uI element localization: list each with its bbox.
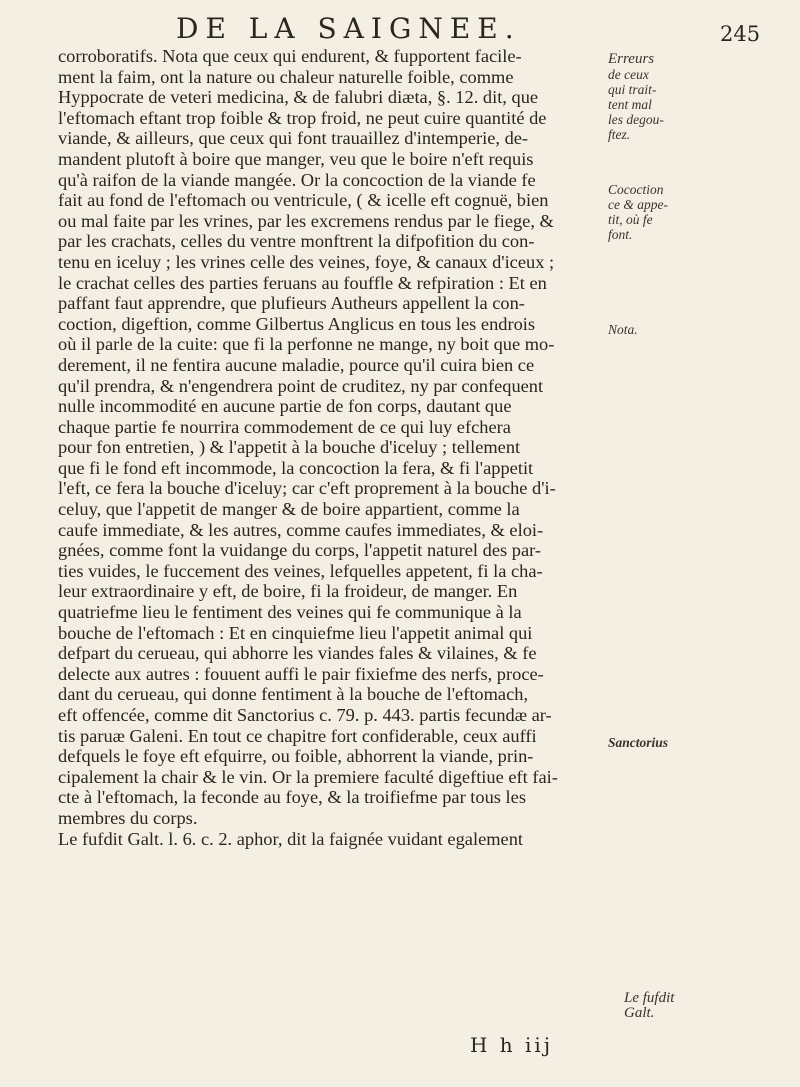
margin-line: ce & appe- bbox=[608, 197, 668, 212]
text-line: cipalement la chair & le vin. Or la premiere faculté digeftiue eft fai- bbox=[58, 766, 558, 787]
text-line: fait au fond de l'eftomach ou ventricule, ( & icelle eft cognuë, bien bbox=[58, 190, 549, 211]
text-line: dant du cerueau, qui donne fentiment à la bouche de l'eftomach, bbox=[58, 684, 529, 705]
text-line: corroboratifs. Nota que ceux qui endurent, & fupportent facile- bbox=[58, 46, 522, 66]
text-line: delecte aux autres : fouuent auffi le pair fixiefme des nerfs, proce- bbox=[58, 663, 544, 684]
margin-line: font. bbox=[608, 227, 633, 242]
text-line: defpart du cerueau, qui abhorre les viandes fales & vilaines, & fe bbox=[58, 643, 537, 664]
margin-line: qui trait- bbox=[608, 82, 657, 97]
margin-line: Cocoction bbox=[608, 182, 664, 197]
text-line: Hyppocrate de veteri medicina, & de falubri diæta, §. 12. dit, que bbox=[58, 87, 539, 108]
text-line: membres du corps. bbox=[58, 807, 198, 828]
margin-note-nota bbox=[608, 322, 798, 337]
text-line: ment la faim, ont la nature ou chaleur naturelle foible, comme bbox=[58, 66, 514, 87]
margin-line: Nota. bbox=[608, 322, 638, 337]
text-line: ties vuides, le fuccement des veines, lefquelles appetent, fi la cha- bbox=[58, 560, 543, 581]
margin-note-galt bbox=[624, 991, 800, 1021]
text-line: l'eftomach eftant trop foible & trop froid, ne peut cuire quantité de bbox=[58, 107, 547, 128]
margin-line: Erreurs bbox=[608, 51, 655, 67]
text-line: celuy, que l'appetit de manger & de boire appartient, comme la bbox=[58, 499, 520, 520]
margin-note-errors bbox=[608, 52, 798, 142]
margin-line: ftez. bbox=[608, 127, 631, 142]
text-line: quatriefme lieu le fentiment des veines qui fe communique à la bbox=[58, 602, 522, 623]
text-line: le crachat celles des parties feruans au fouffle & refpiration : Et en bbox=[58, 272, 547, 293]
margin-line: Le fufdit bbox=[624, 990, 675, 1006]
text-line: caufe immediate, & les autres, comme caufes immediates, & eloi- bbox=[58, 519, 544, 540]
text-line: l'eft, ce fera la bouche d'iceluy; car c'eft proprement à la bouche d'i- bbox=[58, 478, 556, 499]
text-line: où il parle de la cuite: que fi la perfonne ne mange, ny boit que mo- bbox=[58, 334, 555, 355]
margin-line: Sanctorius bbox=[608, 735, 669, 750]
margin-note-cocoction bbox=[608, 182, 798, 242]
text-line: que fi le fond eft incommode, la concoction la fera, & fi l'appetit bbox=[58, 457, 534, 478]
text-line: paffant faut apprendre, que plufieurs Autheurs appellent la con- bbox=[58, 293, 525, 314]
text-line: par les crachats, celles du ventre monftrent la difpofition du con- bbox=[58, 231, 535, 252]
margin-line: tent mal bbox=[608, 97, 652, 112]
text-line: qu'il prendra, & n'engendrera point de cruditez, ny par confequent bbox=[58, 375, 544, 396]
text-line: nulle incommodité en aucune partie de fon corps, dautant que bbox=[58, 396, 512, 417]
text-line: gnées, comme font la vuidange du corps, l'appetit naturel des par- bbox=[58, 540, 541, 561]
text-line: pour fon entretien, ) & l'appetit à la bouche d'iceluy ; tellement bbox=[58, 437, 521, 458]
text-line: leur extraordinaire y eft, de boire, fi la froideur, de manger. En bbox=[58, 581, 518, 602]
text-line: coction, digeftion, comme Gilbertus Anglicus en tous les endrois bbox=[58, 313, 536, 334]
text-line: eft offencée, comme dit Sanctorius c. 79. p. 443. partis fecundæ ar- bbox=[58, 705, 552, 725]
text-line: bouche de l'eftomach : Et en cinquiefme lieu l'appetit animal qui bbox=[58, 622, 533, 643]
text-line: qu'à raifon de la viande mangée. Or la concoction de la viande fe bbox=[58, 169, 536, 190]
margin-line: tit, où fe bbox=[608, 212, 653, 227]
text-line: viande, & ailleurs, que ceux qui font trauaillez d'intemperie, de- bbox=[58, 128, 529, 149]
page-number: 245 bbox=[720, 22, 761, 46]
text-line: ou mal faite par les vrines, par les excremens rendus par le fiege, & bbox=[58, 210, 554, 231]
text-line: tis paruæ Galeni. En tout ce chapitre fort confiderable, ceux auffi bbox=[58, 725, 537, 746]
margin-line: Galt. bbox=[624, 1005, 655, 1021]
margin-note-sanctorius bbox=[608, 735, 798, 750]
text-line: defquels le foye eft efquirre, ou foible, abhorrent la viande, prin- bbox=[58, 746, 534, 767]
text-line: tenu en iceluy ; les vrines celle des veines, foye, & canaux d'iceux ; bbox=[58, 251, 555, 272]
text-line: derement, il ne fentira aucune maladie, pource qu'il cuira bien ce bbox=[58, 354, 535, 375]
running-head: DE LA SAIGNEE. bbox=[176, 12, 521, 45]
body-text bbox=[58, 46, 613, 849]
margin-line: les degou- bbox=[608, 112, 664, 127]
signature-mark: H h iij bbox=[470, 1033, 554, 1057]
text-line: mandent plutoft à boire que manger, veu que le boire n'eft requis bbox=[58, 148, 534, 169]
margin-line: de ceux bbox=[608, 67, 649, 82]
text-line: chaque partie fe nourrira commodement de ce qui luy efchera bbox=[58, 416, 511, 437]
text-line: Le fufdit Galt. l. 6. c. 2. aphor, dit la faignée vuidant egalement bbox=[58, 828, 524, 849]
text-line: cte à l'eftomach, la feconde au foye, & la troifiefme par tous les bbox=[58, 787, 526, 808]
